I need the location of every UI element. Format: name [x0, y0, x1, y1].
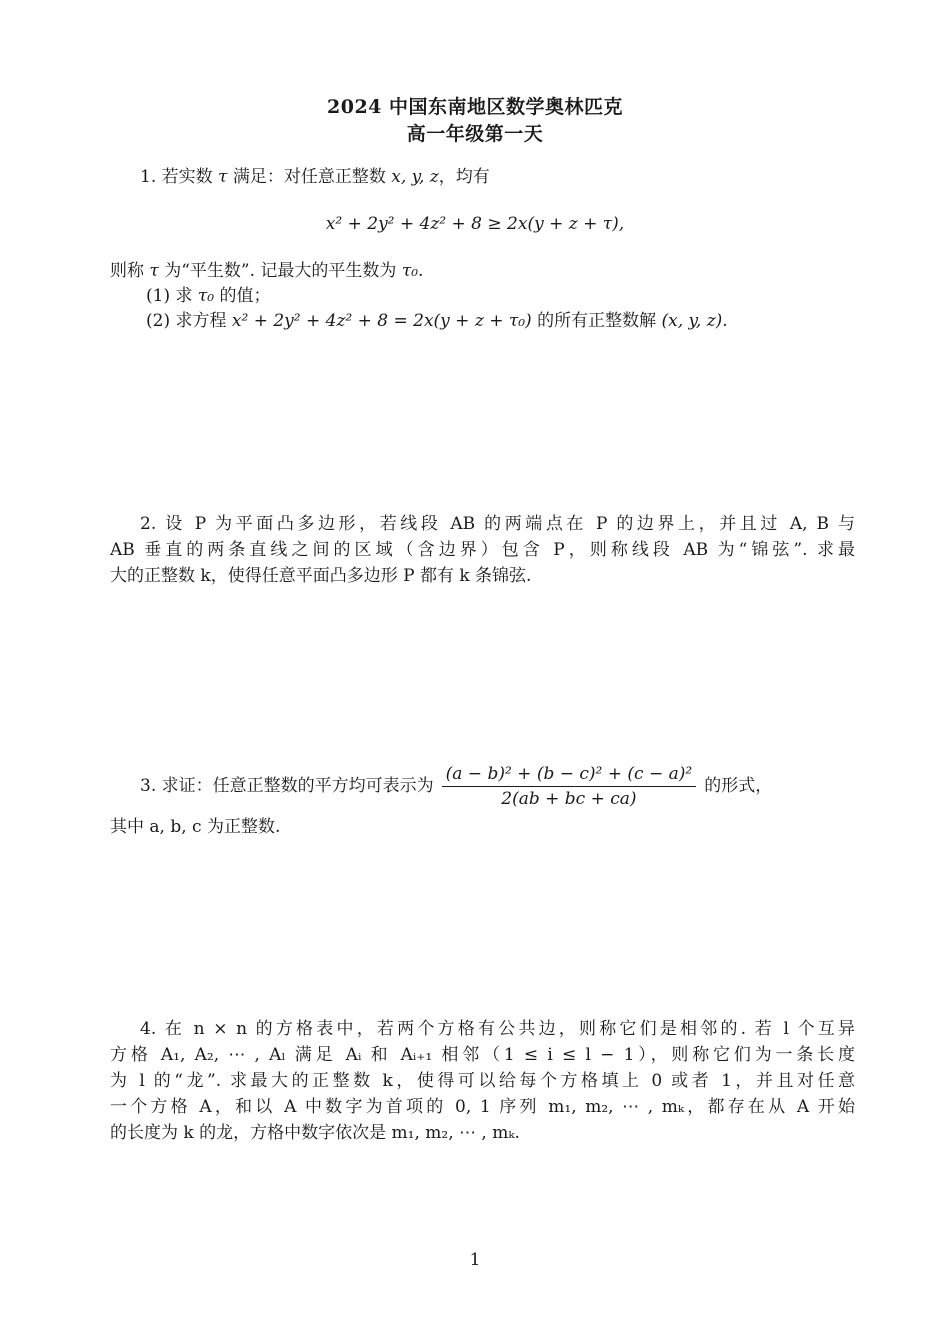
problem-3-statement: 3. 求证：任意正整数的平方均可表示为 $\frac{\text{(a − b)² + (b − c)² + (c − a)²}}{2(ab + bc + ca)}$ 的形式，	[140, 764, 773, 809]
problem-4-line-4: 一个方格 A，和以 A 中数字为首项的 0, 1 序列 m₁, m₂, ⋯ , mₖ，都存在从 A 开始	[110, 1097, 855, 1117]
document-subtitle: 高一年级第一天	[406, 123, 544, 145]
problem-1-definition: 则称 τ 为“平生数”. 记最大的平生数为 τ₀.	[110, 261, 424, 281]
problem-1-part-2: (2) 求方程 x² + 2y² + 4z² + 8 = 2x(y + z + τ₀) 的所有正整数解 (x, y, z).	[146, 311, 728, 331]
problem-2-line-2: AB 垂直的两条直线之间的区域（含边界）包含 P，则称线段 AB 为“锦弦”. 求最	[110, 540, 855, 560]
problem-4-line-5: 的长度为 k 的龙，方格中数字依次是 m₁, m₂, ⋯ , mₖ.	[110, 1123, 520, 1143]
problem-3-fraction: $\frac{\text{(a − b)² + (b − c)² + (c − a)²}}{2(ab + bc + ca)}$	[442, 762, 697, 811]
document-title: 2024 中国东南地区数学奥林匹克	[327, 96, 623, 118]
problem-3-line-2: 其中 a, b, c 为正整数.	[110, 817, 281, 837]
problem-4-line-3: 为 l 的“龙”. 求最大的正整数 k，使得可以给每个方格填上 0 或者 1，并且对任意	[110, 1071, 855, 1091]
problem-4-line-2: 方格 A₁, A₂, ⋯ , Aₗ 满足 Aᵢ 和 Aᵢ₊₁ 相邻（1 ≤ i ≤ l − 1），则称它们为一条长度	[110, 1045, 855, 1065]
page-number: 1	[469, 1250, 481, 1270]
problem-1-inequality: x² + 2y² + 4z² + 8 ≥ 2x(y + z + τ),	[325, 214, 625, 234]
problem-4-line-1: 4. 在 n × n 的方格表中，若两个方格有公共边，则称它们是相邻的. 若 l 个互异	[140, 1019, 855, 1039]
problem-1-part-1: (1) 求 τ₀ 的值；	[146, 286, 271, 306]
problem-1-intro: 1. 若实数 τ 满足：对任意正整数 x, y, z，均有	[140, 167, 490, 187]
problem-2-line-1: 2. 设 P 为平面凸多边形，若线段 AB 的两端点在 P 的边界上，并且过 A, B 与	[140, 514, 855, 534]
problem-2-line-3: 大的正整数 k，使得任意平面凸多边形 P 都有 k 条锦弦.	[110, 566, 532, 586]
